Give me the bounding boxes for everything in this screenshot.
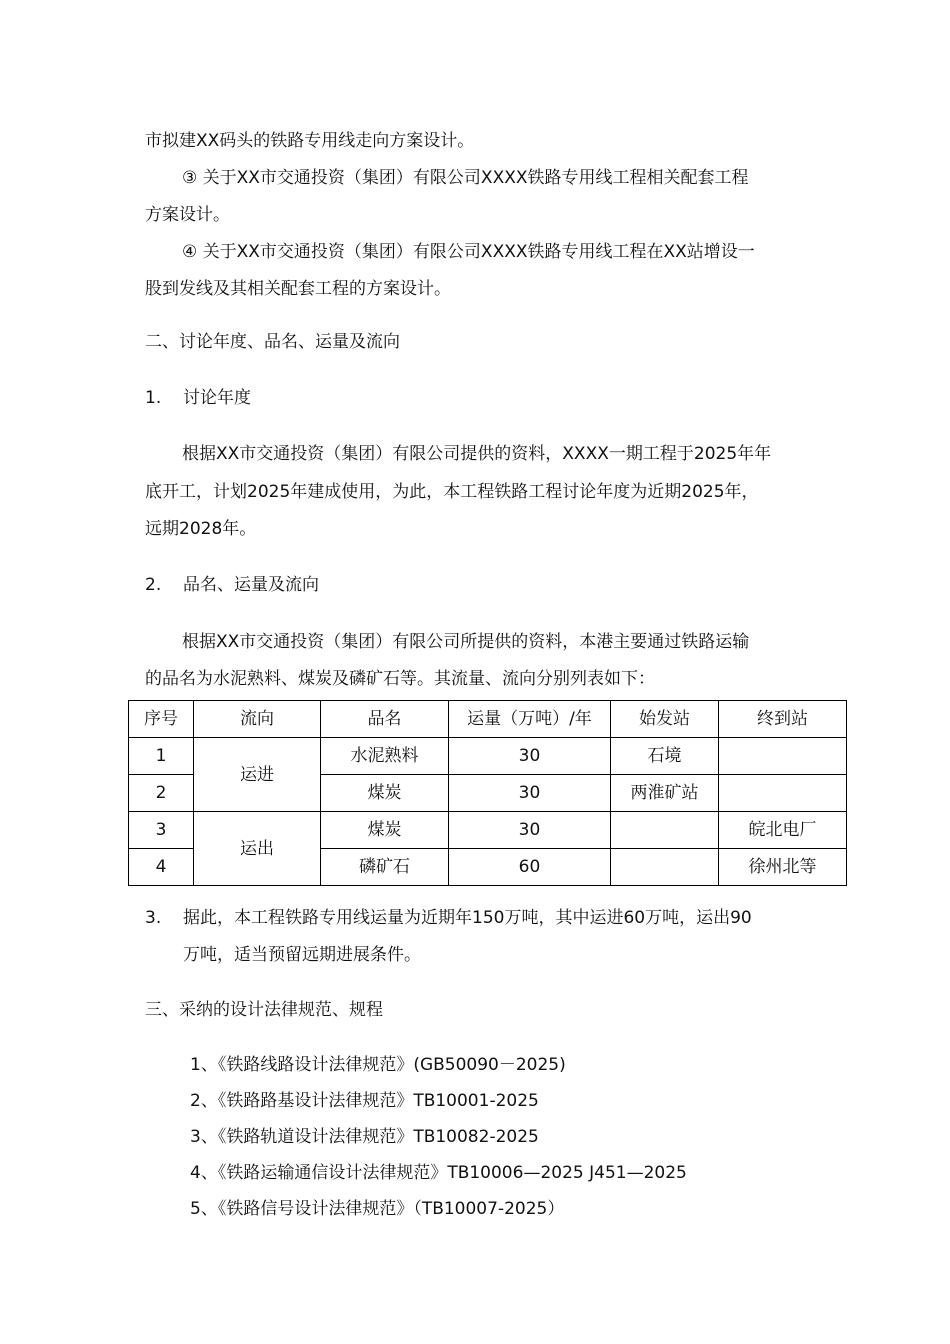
table-header-cell: 品名 (321, 701, 449, 738)
standard-item: 1、《铁路线路设计法律规范》(GB50090－2025) (190, 1055, 566, 1075)
freight-table (128, 700, 847, 886)
standard-item: 4、《铁路运输通信设计法律规范》TB10006—2025 J451—2025 (190, 1163, 687, 1183)
table-cell-volume: 30 (449, 812, 611, 849)
table-cell-name: 磷矿石 (321, 849, 449, 886)
table-cell-no: 3 (129, 812, 194, 849)
table-header-cell: 流向 (194, 701, 321, 738)
table-cell-volume: 30 (449, 775, 611, 812)
table-cell-no: 2 (129, 775, 194, 812)
subsection-title: 品名、运量及流向 (183, 575, 319, 595)
table-header-cell: 始发站 (611, 701, 719, 738)
table-cell-name: 煤炭 (321, 812, 449, 849)
paragraph-line: 底开工，计划2025年建成使用，为此，本工程铁路工程讨论年度为近期2025年， (145, 482, 759, 502)
paragraph-line: 远期2028年。 (145, 519, 257, 539)
table-cell-destination (719, 775, 847, 812)
table-cell-direction: 运出 (194, 812, 321, 886)
table-cell-volume: 60 (449, 849, 611, 886)
section-heading: 二、讨论年度、品名、运量及流向 (145, 332, 400, 352)
list-item-3: ③ 关于XX市交通投资（集团）有限公司XXXX铁路专用线工程相关配套工程 (182, 168, 749, 188)
subsection-continuation: 万吨，适当预留远期进展条件。 (183, 945, 421, 965)
standard-item: 3、《铁路轨道设计法律规范》TB10082-2025 (190, 1127, 539, 1147)
table-cell-no: 1 (129, 738, 194, 775)
table-row (129, 738, 847, 775)
paragraph-line: 根据XX市交通投资（集团）有限公司所提供的资料，本港主要通过铁路运输 (182, 632, 750, 652)
table-cell-name: 水泥熟料 (321, 738, 449, 775)
table-cell-origin (611, 812, 719, 849)
table-cell-destination: 徐州北等 (719, 849, 847, 886)
paragraph-line: 根据XX市交通投资（集团）有限公司提供的资料，XXXX一期工程于2025年年 (182, 444, 772, 464)
subsection-heading (145, 386, 251, 410)
subsection-heading (145, 573, 319, 597)
list-item-4: ④ 关于XX市交通投资（集团）有限公司XXXX铁路专用线工程在XX站增设一 (182, 242, 755, 262)
table-header-row (129, 701, 847, 738)
table-cell-origin (611, 849, 719, 886)
standard-item: 5、《铁路信号设计法律规范》（TB10007-2025） (190, 1199, 565, 1219)
table-cell-volume: 30 (449, 738, 611, 775)
table-cell-origin: 石境 (611, 738, 719, 775)
standard-item: 2、《铁路路基设计法律规范》TB10001-2025 (190, 1091, 539, 1111)
table-cell-name: 煤炭 (321, 775, 449, 812)
section-heading: 三、采纳的设计法律规范、规程 (145, 1000, 383, 1020)
table-cell-origin: 两淮矿站 (611, 775, 719, 812)
table-cell-destination (719, 738, 847, 775)
table-cell-direction: 运进 (194, 738, 321, 812)
subsection-number: 2. (145, 575, 162, 595)
intro-line: 市拟建XX码头的铁路专用线走向方案设计。 (145, 131, 475, 151)
paragraph-line: 的品名为水泥熟料、煤炭及磷矿石等。其流量、流向分别列表如下： (145, 669, 655, 689)
table-cell-destination: 皖北电厂 (719, 812, 847, 849)
subsection-text: 据此，本工程铁路专用线运量为近期年150万吨，其中运进60万吨，运出90 (183, 908, 752, 928)
subsection-item (145, 906, 752, 930)
list-item-4-continuation: 股到发线及其相关配套工程的方案设计。 (145, 279, 451, 299)
table-header-cell: 序号 (129, 701, 194, 738)
subsection-title: 讨论年度 (183, 388, 251, 408)
table-row (129, 812, 847, 849)
table-header-cell: 运量（万吨）/年 (449, 701, 611, 738)
table-header-cell: 终到站 (719, 701, 847, 738)
subsection-number: 1. (145, 388, 162, 408)
subsection-number: 3. (145, 908, 162, 928)
list-item-3-continuation: 方案设计。 (145, 205, 230, 225)
table-cell-no: 4 (129, 849, 194, 886)
